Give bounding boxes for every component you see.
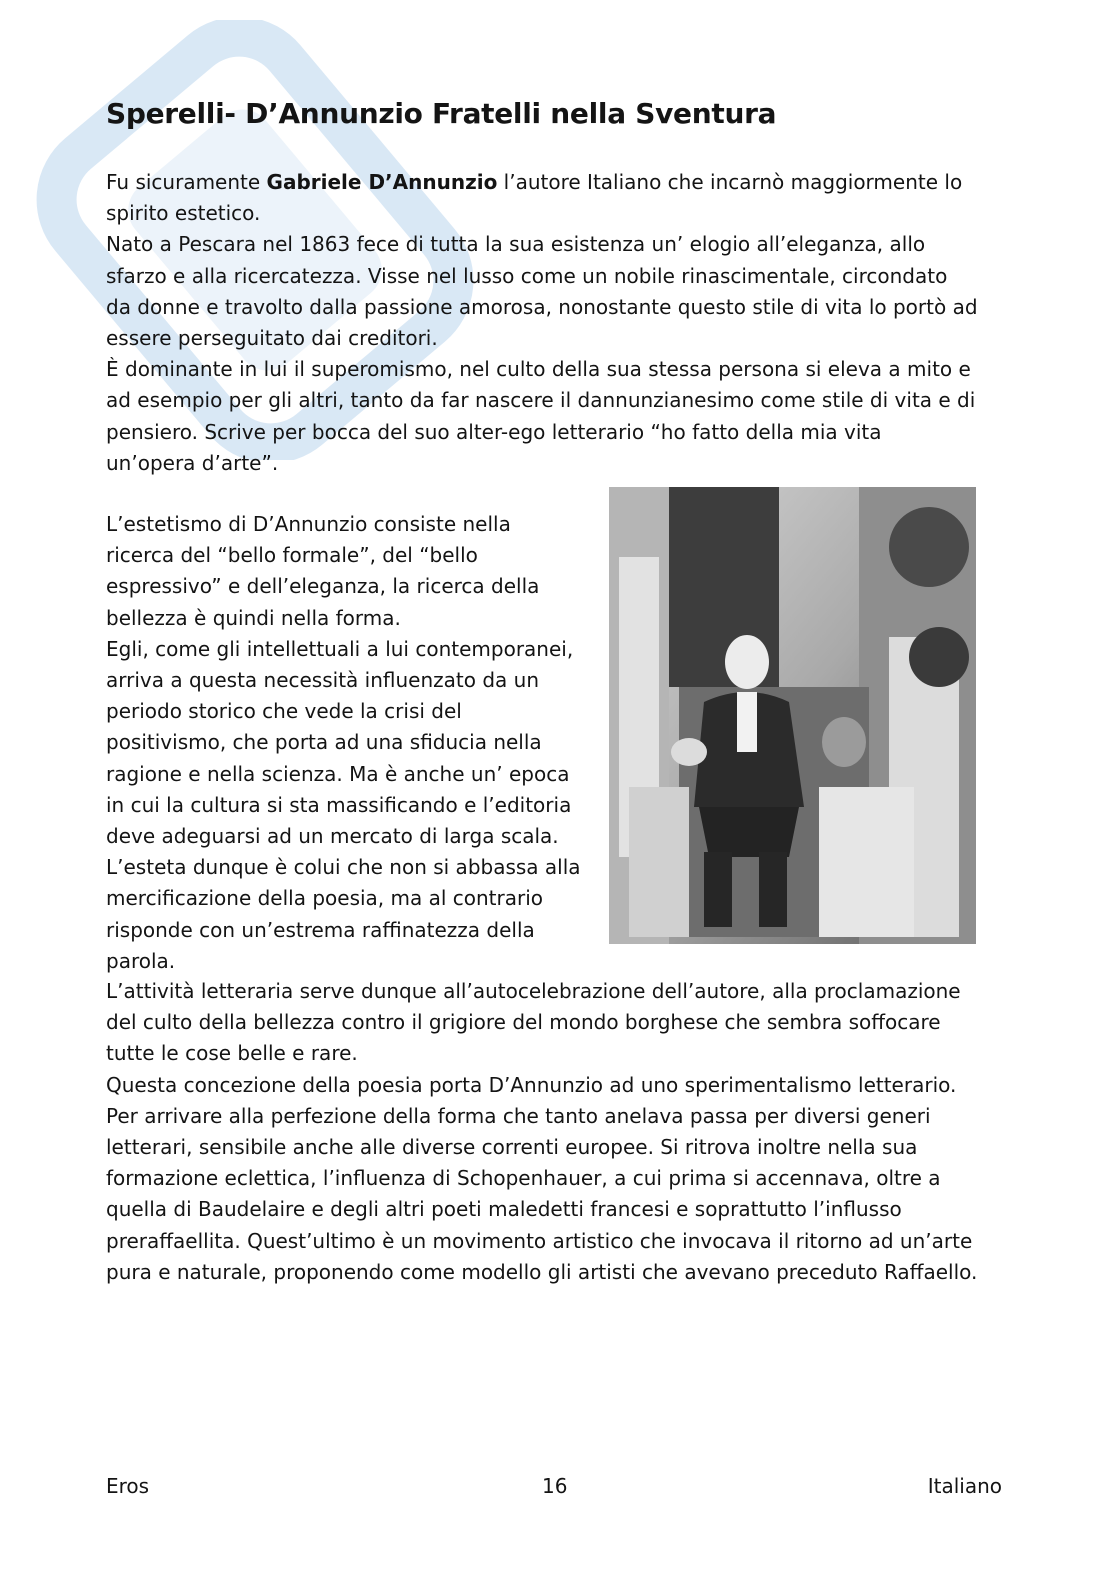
- text-line: spirito estetico.: [106, 201, 261, 226]
- text-line: un’opera d’arte”.: [106, 450, 279, 475]
- text-line: positivismo, che porta ad una sfiducia nella: [106, 730, 542, 755]
- text-line: Per arrivare alla perfezione della forma che tanto anelava passa per diversi generi: [106, 1103, 931, 1128]
- aestheticism-paragraph: [106, 509, 581, 977]
- text-line: tutte le cose belle e rare.: [106, 1041, 358, 1066]
- text-line: preraffaellita. Quest’ultimo è un movimento artistico che invocava il ritorno ad un’arte: [106, 1228, 973, 1253]
- text-line: Questa concezione della poesia porta D’Annunzio ad uno sperimentalismo letterario.: [106, 1072, 957, 1097]
- text-line: Fu sicuramente Gabriele D’Annunzio l’autore Italiano che incarnò maggiormente lo: [106, 170, 963, 194]
- closing-paragraph: [106, 976, 977, 1288]
- intro-paragraph: [106, 167, 978, 479]
- page-number: 16: [542, 1474, 568, 1498]
- text-line: deve adeguarsi ad un mercato di larga scala.: [106, 824, 559, 849]
- page-title: Sperelli- D’Annunzio Fratelli nella Sventura: [106, 97, 777, 130]
- text-line: in cui la cultura si sta massificando e l’editoria: [106, 792, 572, 817]
- text-line: L’attività letteraria serve dunque all’autocelebrazione dell’autore, alla proclamazione: [106, 979, 961, 1003]
- text-line: mercificazione della poesia, ma al contrario: [106, 886, 544, 911]
- text-line: È dominante in lui il superomismo, nel culto della sua stessa persona si eleva a mito e: [106, 357, 971, 382]
- text-line: L’esteta dunque è colui che non si abbassa alla: [106, 855, 581, 880]
- author-name: Gabriele D’Annunzio: [266, 170, 498, 194]
- photo-illustration: [609, 487, 976, 944]
- text-line: parola.: [106, 948, 176, 973]
- text-line: risponde con un’estrema raffinatezza della: [106, 917, 535, 942]
- text-line: pura e naturale, proponendo come modello gli artisti che avevano preceduto Raffaello.: [106, 1259, 978, 1284]
- text-line: ad esempio per gli altri, tanto da far nascere il dannunzianesimo come stile di vita e di: [106, 388, 976, 413]
- text-line: quella di Baudelaire e degli altri poeti maledetti francesi e soprattutto l’influsso: [106, 1197, 902, 1222]
- text-line: del culto della bellezza contro il grigiore del mondo borghese che sembra soffocare: [106, 1010, 941, 1035]
- text-line: Egli, come gli intellettuali a lui contemporanei,: [106, 636, 574, 661]
- footer-right: Italiano: [927, 1474, 1002, 1498]
- text-line: letterari, sensibile anche alle diverse correnti europee. Si ritrova inoltre nella sua: [106, 1135, 918, 1160]
- text-line: da donne e travolto dalla passione amorosa, nonostante questo stile di vita lo portò ad: [106, 294, 978, 319]
- text-line: espressivo” e dell’eleganza, la ricerca della: [106, 574, 540, 599]
- dannunzio-photo: [609, 487, 976, 944]
- text-line: L’estetismo di D’Annunzio consiste nella: [106, 512, 511, 536]
- text-line: Nato a Pescara nel 1863 fece di tutta la sua esistenza un’ elogio all’eleganza, allo: [106, 232, 926, 257]
- text-line: sfarzo e alla ricercatezza. Visse nel lusso come un nobile rinascimentale, circondato: [106, 263, 948, 288]
- text-line: periodo storico che vede la crisi del: [106, 699, 462, 724]
- text-line: pensiero. Scrive per bocca del suo alter-ego letterario “ho fatto della mia vita: [106, 419, 882, 444]
- text-line: essere perseguitato dai creditori.: [106, 326, 438, 351]
- footer-left: Eros: [106, 1474, 150, 1498]
- text-line: bellezza è quindi nella forma.: [106, 605, 401, 630]
- text-line: arriva a questa necessità influenzato da un: [106, 668, 539, 693]
- text-line: ricerca del “bello formale”, del “bello: [106, 543, 478, 568]
- text-line: ragione e nella scienza. Ma è anche un’ epoca: [106, 761, 570, 786]
- text-line: formazione eclettica, l’influenza di Schopenhauer, a cui prima si accennava, oltre a: [106, 1166, 941, 1191]
